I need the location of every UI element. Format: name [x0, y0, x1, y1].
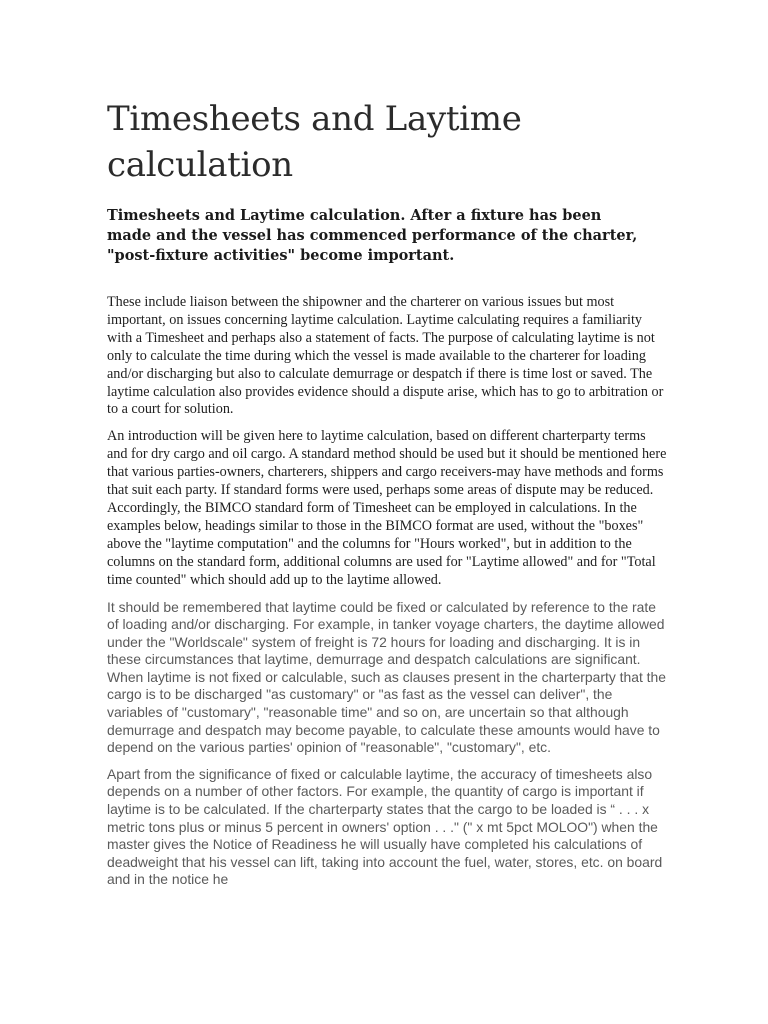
lead-paragraph: [107, 206, 647, 266]
page-title: Timesheets and Laytime calculation: [107, 99, 522, 185]
paragraph-liaison: These include liaison between the shipowner and the charterer on various issues but most important, on issues concerning laytime calculation. Laytime calculating requires a familiarity with a Timesheet and perhaps also a statement of facts. The purpose of calculating laytime is not only to calculate the time during which the vessel is made available to the charterer for loading and/or discharging but also to calculate demurrage or despatch if there is time lost or saved. The laytime calculation also provides evidence should a dispute arise, which has to go to arbitration or to a court for solution.: [107, 294, 664, 418]
paragraph-fixed-laytime: It should be remembered that laytime could be fixed or calculated by reference to the rate of loading and/or discharging. For example, in tanker voyage charters, the daytime allowed under the "Worldscale" system of freight is 72 hours for loading and discharging. It is in these circumstances that laytime, demurrage and despatch calculations are significant. When laytime is not fixed or calculable, such as clauses present in the charterparty that the cargo is to be discharged "as customary" or "as fast as the vessel can deliver", the variables of "customary", "reasonable time" and so on, are uncertain so that although demurrage and despatch may become payable, to calculate these amounts would have to depend on the various parties' opinion of "reasonable", "customary", etc.: [107, 598, 666, 756]
paragraph-accuracy: Apart from the significance of fixed or calculable laytime, the accuracy of timesheets also depends on a number of other factors. For example, the quantity of cargo is important if laytime is to be calculated. If the charterparty states that the cargo to be loaded is “ . . . x metric tons plus or minus 5 percent in owners' option . . ." (" x mt 5pct MOLOO") when the master gives the Notice of Readiness he will usually have completed his calculations of deadweight that his vessel can lift, taking into account the fuel, water, stores, etc. on board and in the notice he: [107, 765, 663, 888]
lead-bold-heading: Timesheets and Laytime calculation.: [107, 207, 406, 224]
lead-text: After a fixture has been made and the vessel has commenced performance of the charter, "post-fixture activities" become important.: [107, 207, 638, 264]
paragraph-introduction: An introduction will be given here to laytime calculation, based on different charterparty terms and for dry cargo and oil cargo. A standard method should be used but it should be mentioned here that various parties-owners, charterers, shippers and cargo receivers-may have methods and forms that suit each party. If standard forms were used, perhaps some areas of dispute may be reduced. Accordingly, the BIMCO standard form of Timesheet can be employed in calculations. In the examples below, headings similar to those in the BIMCO format are used, without the "boxes" above the "laytime computation" and the columns for "Hours worked", but in addition to the columns on the standard form, additional columns are used for "Laytime allowed" and for "Total time counted" which should add up to the laytime allowed.: [107, 428, 667, 588]
document-page: [107, 96, 667, 898]
